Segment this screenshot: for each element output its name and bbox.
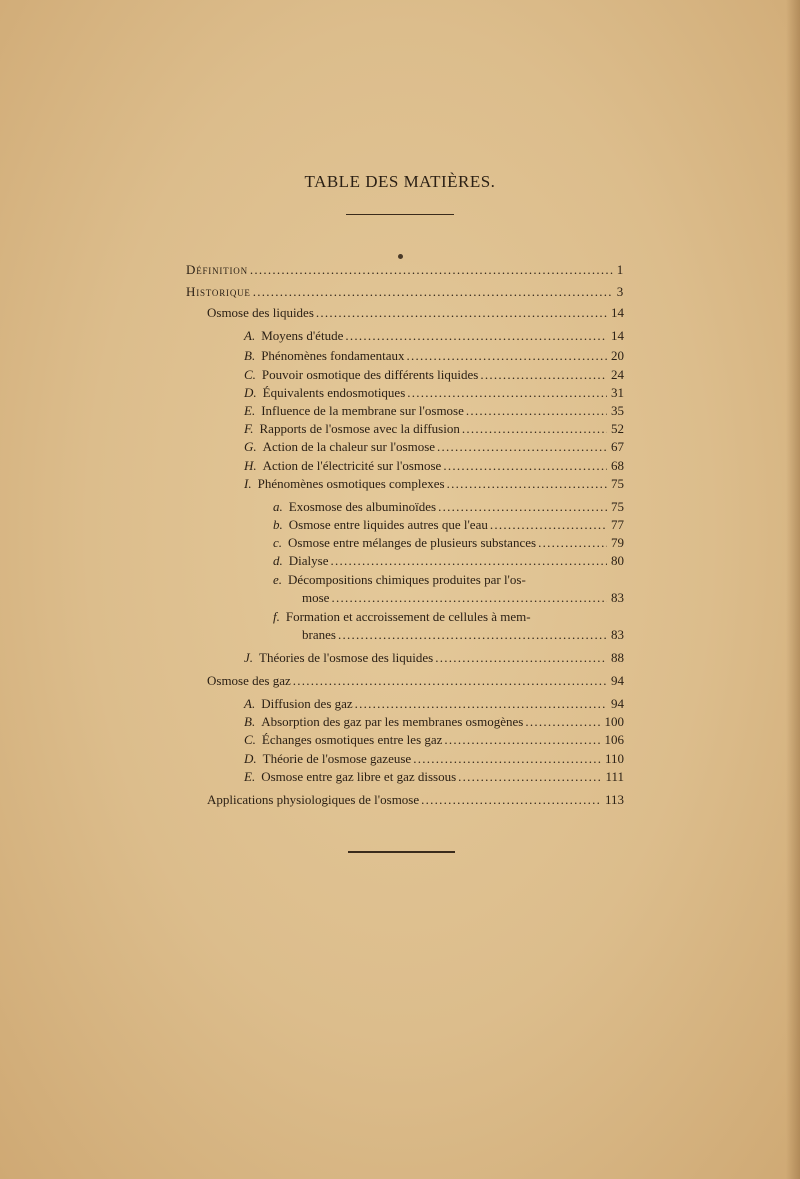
toc-entry-label: Action de l'électricité sur l'osmose [262,458,442,473]
toc-entry-label: Exosmose des albuminoïdes [288,499,437,514]
toc-leader [338,624,607,646]
toc-entry-page: 111 [605,769,624,784]
toc-leader [421,789,601,811]
toc-entry-page: 94 [611,673,624,688]
toc-entry-label: Équivalents endosmotiques [262,385,406,400]
top-rule [346,214,454,215]
toc-leader [458,766,601,788]
toc-entry [186,259,624,281]
toc-entry-page: 1 [616,262,624,277]
toc-entry-label: Osmose des liquides [207,305,314,320]
toc-entry-letter: c. [273,535,283,550]
toc-entry-page: 110 [604,751,624,766]
toc-entry-label: Osmose entre mélanges de plusieurs substances [288,535,537,550]
toc-entry-label: Historique [186,284,251,299]
toc-entry [244,473,624,495]
toc-entry-page: 94 [611,696,624,711]
toc-entry-letter: b. [273,517,283,532]
toc-section [207,789,624,811]
toc-entry-label: Pouvoir osmotique des différents liquides [261,367,479,382]
toc-leader [316,302,607,324]
toc-entry-letter: G. [244,439,257,454]
toc-entry-label: Osmose entre liquides autres que l'eau [288,517,488,532]
toc-entry-page: 79 [611,535,624,550]
toc-leader [345,325,607,347]
toc-leader [435,647,607,669]
toc-entry-label: Formation et accroissement de cellules à mem- [285,609,531,624]
toc-entry-label: Moyens d'étude [261,328,344,343]
toc-entry-label: Applications physiologiques de l'osmose [207,792,420,807]
toc-entry-label: Diffusion des gaz [261,696,353,711]
toc-entry-page: 20 [611,348,624,363]
toc-entry-label: Échanges osmotiques entre les gaz [261,732,443,747]
toc-entry-page: 14 [611,305,624,320]
toc-entry-page: 52 [611,421,624,436]
toc-entry-label: branes [302,627,336,642]
toc-entry-page: 3 [616,284,624,299]
toc-entry-page: 113 [604,792,624,807]
toc-entry-letter: F. [244,421,254,436]
toc-leader [253,281,613,303]
toc-section [207,302,624,324]
toc-entry-page: 80 [611,553,624,568]
toc-entry-page: 83 [611,627,624,642]
toc-entry-page: 24 [611,367,624,382]
toc-entry-page: 106 [604,732,624,747]
toc-entry-letter: H. [244,458,257,473]
toc-entry-page: 100 [604,714,624,729]
toc-entry-label: Absorption des gaz par les membranes osmogènes [261,714,524,729]
toc-leader [293,670,607,692]
toc-entry [244,766,624,788]
toc-entry-page: 88 [611,650,624,665]
toc-entry-letter: e. [273,572,283,587]
toc-section [207,670,624,692]
page-title: TABLE DES MATIÈRES. [304,172,496,191]
toc-entry-label: Théories de l'osmose des liquides [259,650,434,665]
toc-entry-page: 75 [611,476,624,491]
toc-entry-letter: C. [244,732,256,747]
toc-entry-letter: J. [244,650,254,665]
toc-entry-page: 77 [611,517,624,532]
toc-entry-label: Phénomènes fondamentaux [261,348,405,363]
toc-entry-page: 31 [611,385,624,400]
toc-entry-letter: B. [244,714,256,729]
toc-entry-letter: E. [244,769,256,784]
toc-entry-letter: f. [273,609,280,624]
toc-entry-label: Dialyse [288,553,329,568]
toc-entry-label: Décompositions chimiques produites par l'os- [288,572,526,587]
toc-entry-page: 75 [611,499,624,514]
toc-entry-label: Définition [186,262,248,277]
toc-entry-letter: E. [244,403,256,418]
toc-entry-label: Osmose des gaz [207,673,291,688]
toc-entry-page: 35 [611,403,624,418]
toc-entry-label: Action de la chaleur sur l'osmose [262,439,436,454]
toc-entry-page: 68 [611,458,624,473]
toc-entry-letter: A. [244,696,256,711]
toc-entry-label: Influence de la membrane sur l'osmose [261,403,464,418]
toc-entry-letter: I. [244,476,252,491]
toc-entry-letter: D. [244,751,257,766]
toc-entry-label: Phénomènes osmotiques complexes [257,476,445,491]
toc-entry-label: Osmose entre gaz libre et gaz dissous [261,769,457,784]
toc-entry-page: 83 [611,590,624,605]
toc-entry [244,647,624,669]
toc-leader [447,473,607,495]
toc-entry [244,325,624,347]
toc-entry-label: Rapports de l'osmose avec la diffusion [259,421,460,436]
toc-entry-letter: B. [244,348,256,363]
toc-entry-letter: D. [244,385,257,400]
toc-entry [186,281,624,303]
toc-subentry-continuation [302,624,624,646]
toc-entry-page: 14 [611,328,624,343]
toc-entry-label: mose [302,590,330,605]
toc-entry-page: 67 [611,439,624,454]
toc-leader [250,259,613,281]
toc-entry-letter: d. [273,553,283,568]
toc-entry-letter: A. [244,328,256,343]
toc-entry-letter: C. [244,367,256,382]
toc-entry-letter: a. [273,499,283,514]
toc-entry-label: Théorie de l'osmose gazeuse [262,751,412,766]
bottom-rule [348,851,455,853]
